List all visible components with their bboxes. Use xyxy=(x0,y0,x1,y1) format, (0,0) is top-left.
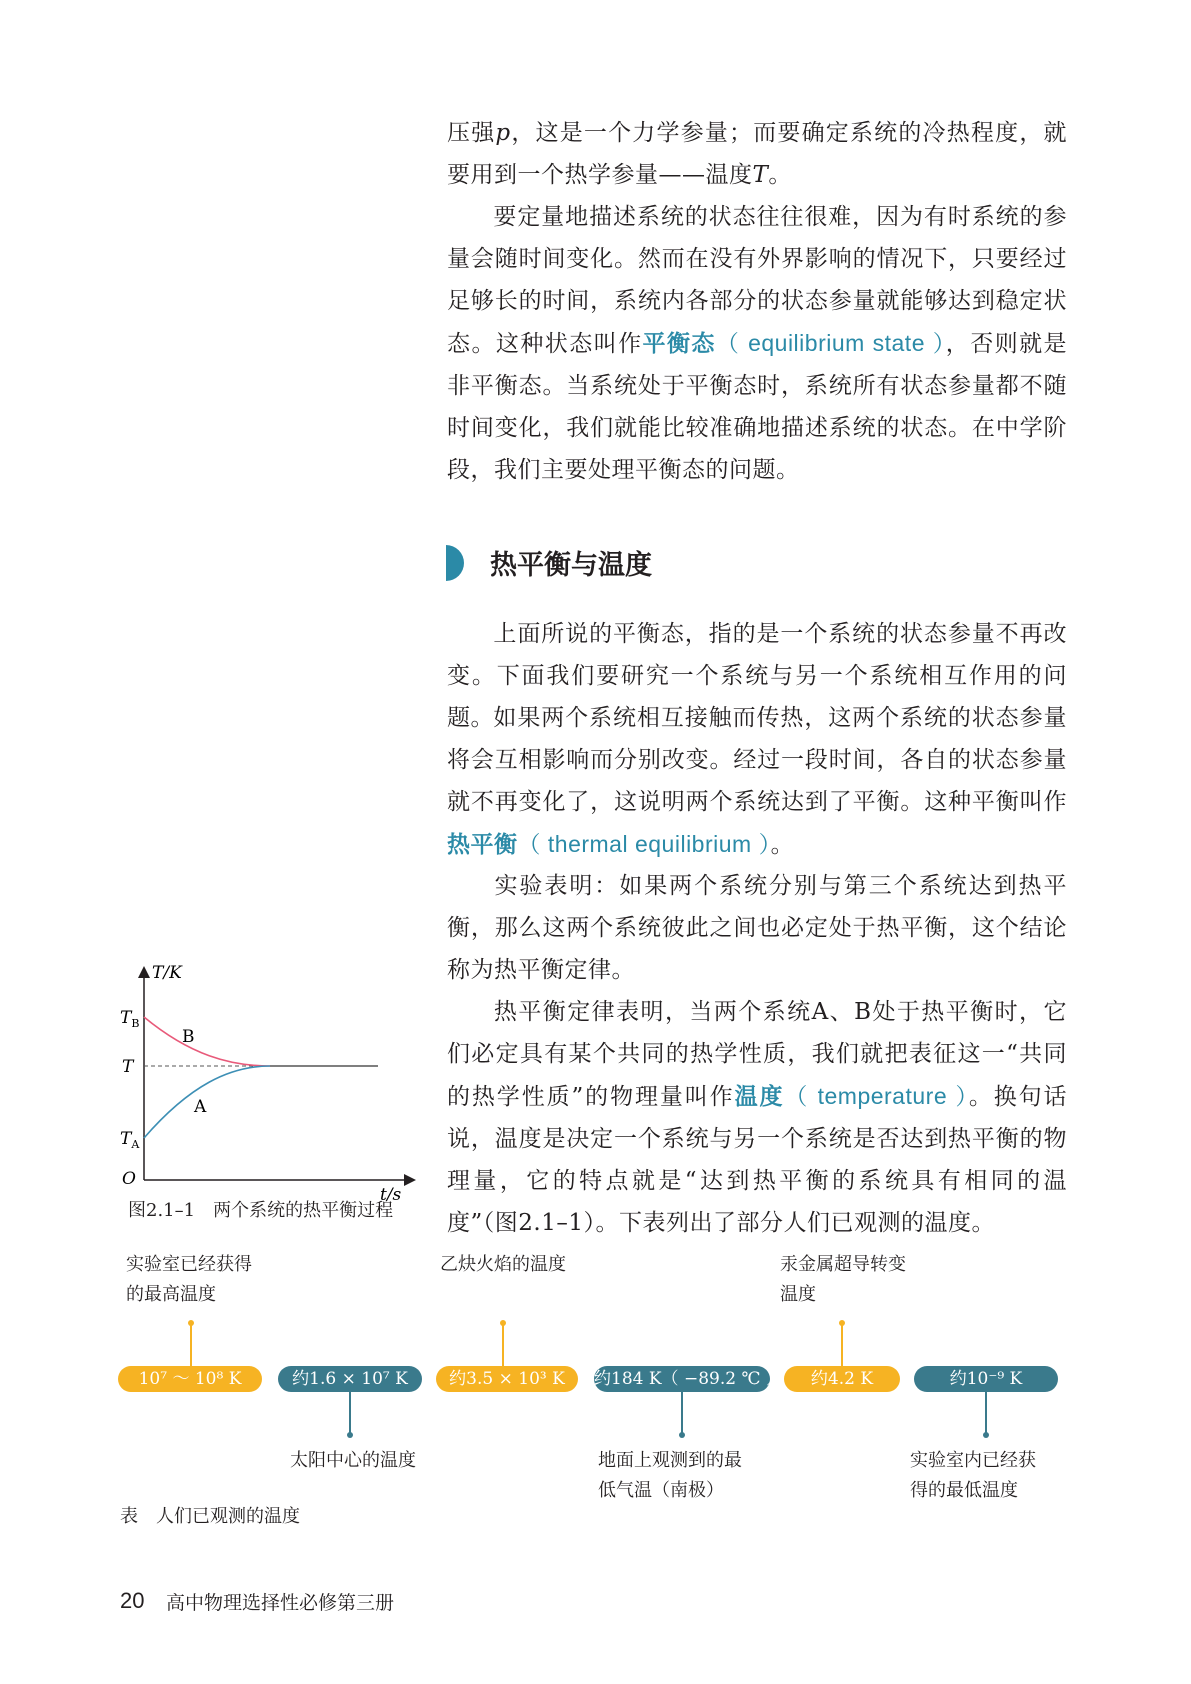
thermal-equilibrium-graph xyxy=(110,960,420,1205)
label-lab-lowest: 实验室内已经获 得的最低温度 xyxy=(910,1450,1036,1501)
curve-b-label: B xyxy=(182,1027,195,1047)
curve-a-label: A xyxy=(194,1097,207,1117)
temp-pill-acetylene: 约3.5 × 10³ K xyxy=(436,1366,578,1392)
x-axis-label: t/s xyxy=(380,1185,402,1205)
origin-label: O xyxy=(122,1169,136,1189)
table-caption: 表 人们已观测的温度 xyxy=(120,1506,300,1527)
connector-line xyxy=(349,1392,351,1434)
tick-ta: $T_A$ xyxy=(120,1129,140,1151)
connector-line xyxy=(841,1323,843,1366)
label-lab-highest: 实验室已经获得 的最高温度 xyxy=(126,1254,252,1305)
term-thermal-equilibrium-en: （ thermal equilibrium ） xyxy=(517,831,771,857)
term-equilibrium: 平衡态 xyxy=(642,331,716,357)
temp-pill-earth-lowest: 约184 K（ −89.2 ℃ ） xyxy=(594,1366,770,1392)
paragraph-4: 如果两个系统相互接触而传热，这两个系统的状态参量将会互相影响而分别改变。经过一段时间，各自的状态参量就不再变化了，这说明两个系统达到了平衡。这种平衡叫作热平衡（ thermal equilibrium ）。 xyxy=(447,705,1067,858)
connector-line xyxy=(985,1392,987,1434)
paragraph-1: 压强p，这是一个力学参量；而要确定系统的冷热程度，就要用到一个热学参量——温度T。 xyxy=(447,120,1068,188)
term-temperature-en: （ temperature ） xyxy=(784,1083,969,1109)
temp-pill-lab-highest: 10⁷ ～ 10⁸ K xyxy=(118,1366,262,1392)
connector-dot xyxy=(679,1432,685,1438)
label-sun-core: 太阳中心的温度 xyxy=(290,1450,416,1471)
curve-b xyxy=(144,1017,270,1066)
section-title: 热平衡与温度 xyxy=(490,550,652,581)
paragraph-2: 要定量地描述系统的状态往往很难，因为有时系统的参量会随时间变化。然而在没有外界影响的情况下，只要经过足够长的时间，系统内各部分的状态参量就能够达到稳定状态。这种状态叫作平衡态（ equilibrium state ），否则就是非平衡态。当系统处于平衡态时，系统所有状态参量都不随时间变化，我们就能比较准确地描述系统的状态。在中学阶段，我们主要处理平衡态的问题。 xyxy=(447,204,1067,483)
label-acetylene: 乙炔火焰的温度 xyxy=(440,1254,566,1275)
connector-line xyxy=(681,1392,683,1434)
connector-line xyxy=(190,1323,192,1366)
paragraph-3: 上面所说的平衡态，指的是一个系统的状态参量不再改变。下面我们要研究一个系统与另一个系统相互作用的问题。 xyxy=(447,621,1067,731)
curve-a xyxy=(144,1066,270,1138)
tick-t: T xyxy=(122,1057,134,1077)
page-number: 20 xyxy=(120,1588,145,1613)
connector-line xyxy=(502,1323,504,1366)
y-axis-label: T/K xyxy=(152,963,182,983)
book-title: 高中物理选择性必修第三册 xyxy=(166,1592,395,1614)
connector-dot xyxy=(983,1432,989,1438)
figure-caption: 图2.1–1 两个系统的热平衡过程 xyxy=(128,1200,394,1221)
var-p: p xyxy=(495,120,511,146)
var-T: T xyxy=(752,162,769,188)
term-equilibrium-en: （ equilibrium state ） xyxy=(715,330,946,356)
label-earth-lowest: 地面上观测到的最 低气温（南极） xyxy=(598,1450,742,1501)
paragraph-5: 实验表明：如果两个系统分别与第三个系统达到热平衡，那么这两个系统彼此之间也必定处于热平衡，这个结论称为热平衡定律。 xyxy=(447,873,1067,983)
temp-pill-sun-core: 约1.6 × 10⁷ K xyxy=(278,1366,422,1392)
tick-tb: $T_B$ xyxy=(120,1008,140,1030)
temp-pill-lab-lowest: 约10⁻⁹ K xyxy=(914,1366,1058,1392)
term-thermal-equilibrium: 热平衡 xyxy=(447,832,518,858)
temp-pill-mercury: 约4.2 K xyxy=(784,1366,900,1392)
label-mercury: 汞金属超导转变 温度 xyxy=(780,1254,906,1305)
connector-dot xyxy=(347,1432,353,1438)
paragraph-6: 热平衡定律表明，当两个系统A、B处于热平衡时，它们必定具有某个共同的热学性质，我们就把表征这一“共同的热学性质”的物理量叫作温度（ temperature ）。换句话说，温度是决定一个系统与另一个系统是否达到热平衡的物理量，它的特点就是“达到热平衡的系统具有相同的温度”（图2.1–1）。下表列出了部分人们已观测的温度。 xyxy=(447,999,1068,1236)
section-marker xyxy=(446,545,464,581)
term-temperature: 温度 xyxy=(734,1084,785,1110)
